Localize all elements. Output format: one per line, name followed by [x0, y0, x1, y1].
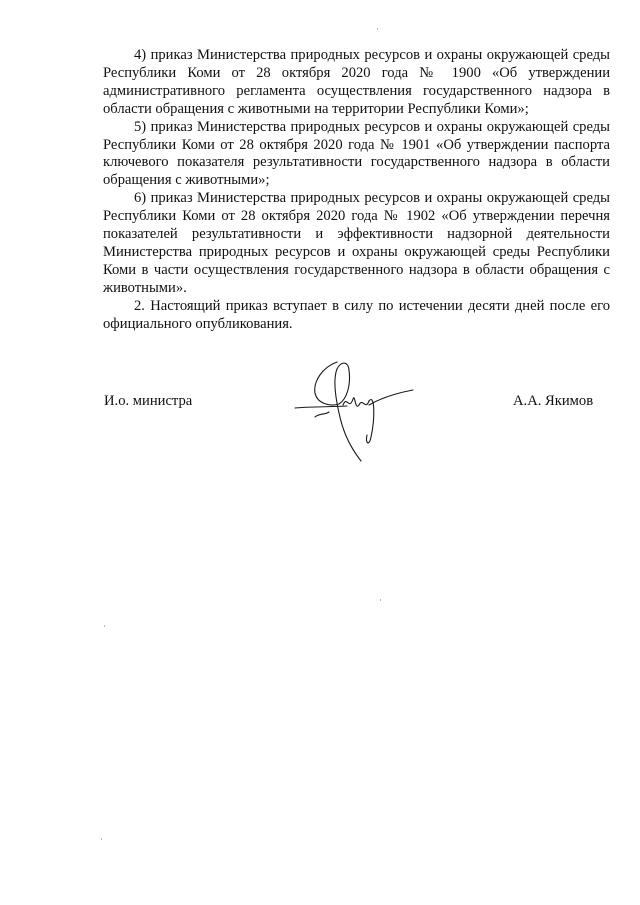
document-body	[103, 47, 610, 334]
paragraph-effective-date: 2. Настоящий приказ вступает в силу по истечении десяти дней после его официального опубликования.	[103, 297, 610, 332]
scan-speck	[101, 838, 102, 840]
scan-speck	[104, 625, 105, 627]
scan-speck	[377, 28, 378, 30]
scan-speck	[380, 599, 381, 601]
signatory-name: А.А. Якимов	[513, 393, 594, 409]
paragraph-item-5: 5) приказ Министерства природных ресурсов и охраны окружающей среды Республики Коми от 28 октября 2020 года № 1901 «Об утверждении паспорта ключевого показателя результативности государственного надзора в области обращения с животными»;	[103, 118, 610, 189]
signatory-position: И.о. министра	[104, 393, 193, 409]
handwritten-signature	[285, 355, 425, 465]
paragraph-item-6: 6) приказ Министерства природных ресурсов и охраны окружающей среды Республики Коми от 28 октября 2020 года № 1902 «Об утверждении перечня показателей результативности и эффективности надзорной деятельности Министерства природных ресурсов и охраны окружающей среды Республики Коми в части осуществления государственного надзора в области обращения с животными».	[103, 190, 610, 296]
paragraph-item-4: 4) приказ Министерства природных ресурсов и охраны окружающей среды Республики Коми от 28 октября 2020 года № 1900 «Об утверждении административного регламента осуществления государственного надзора в области обращения с животными на территории Республики Коми»;	[103, 47, 610, 117]
